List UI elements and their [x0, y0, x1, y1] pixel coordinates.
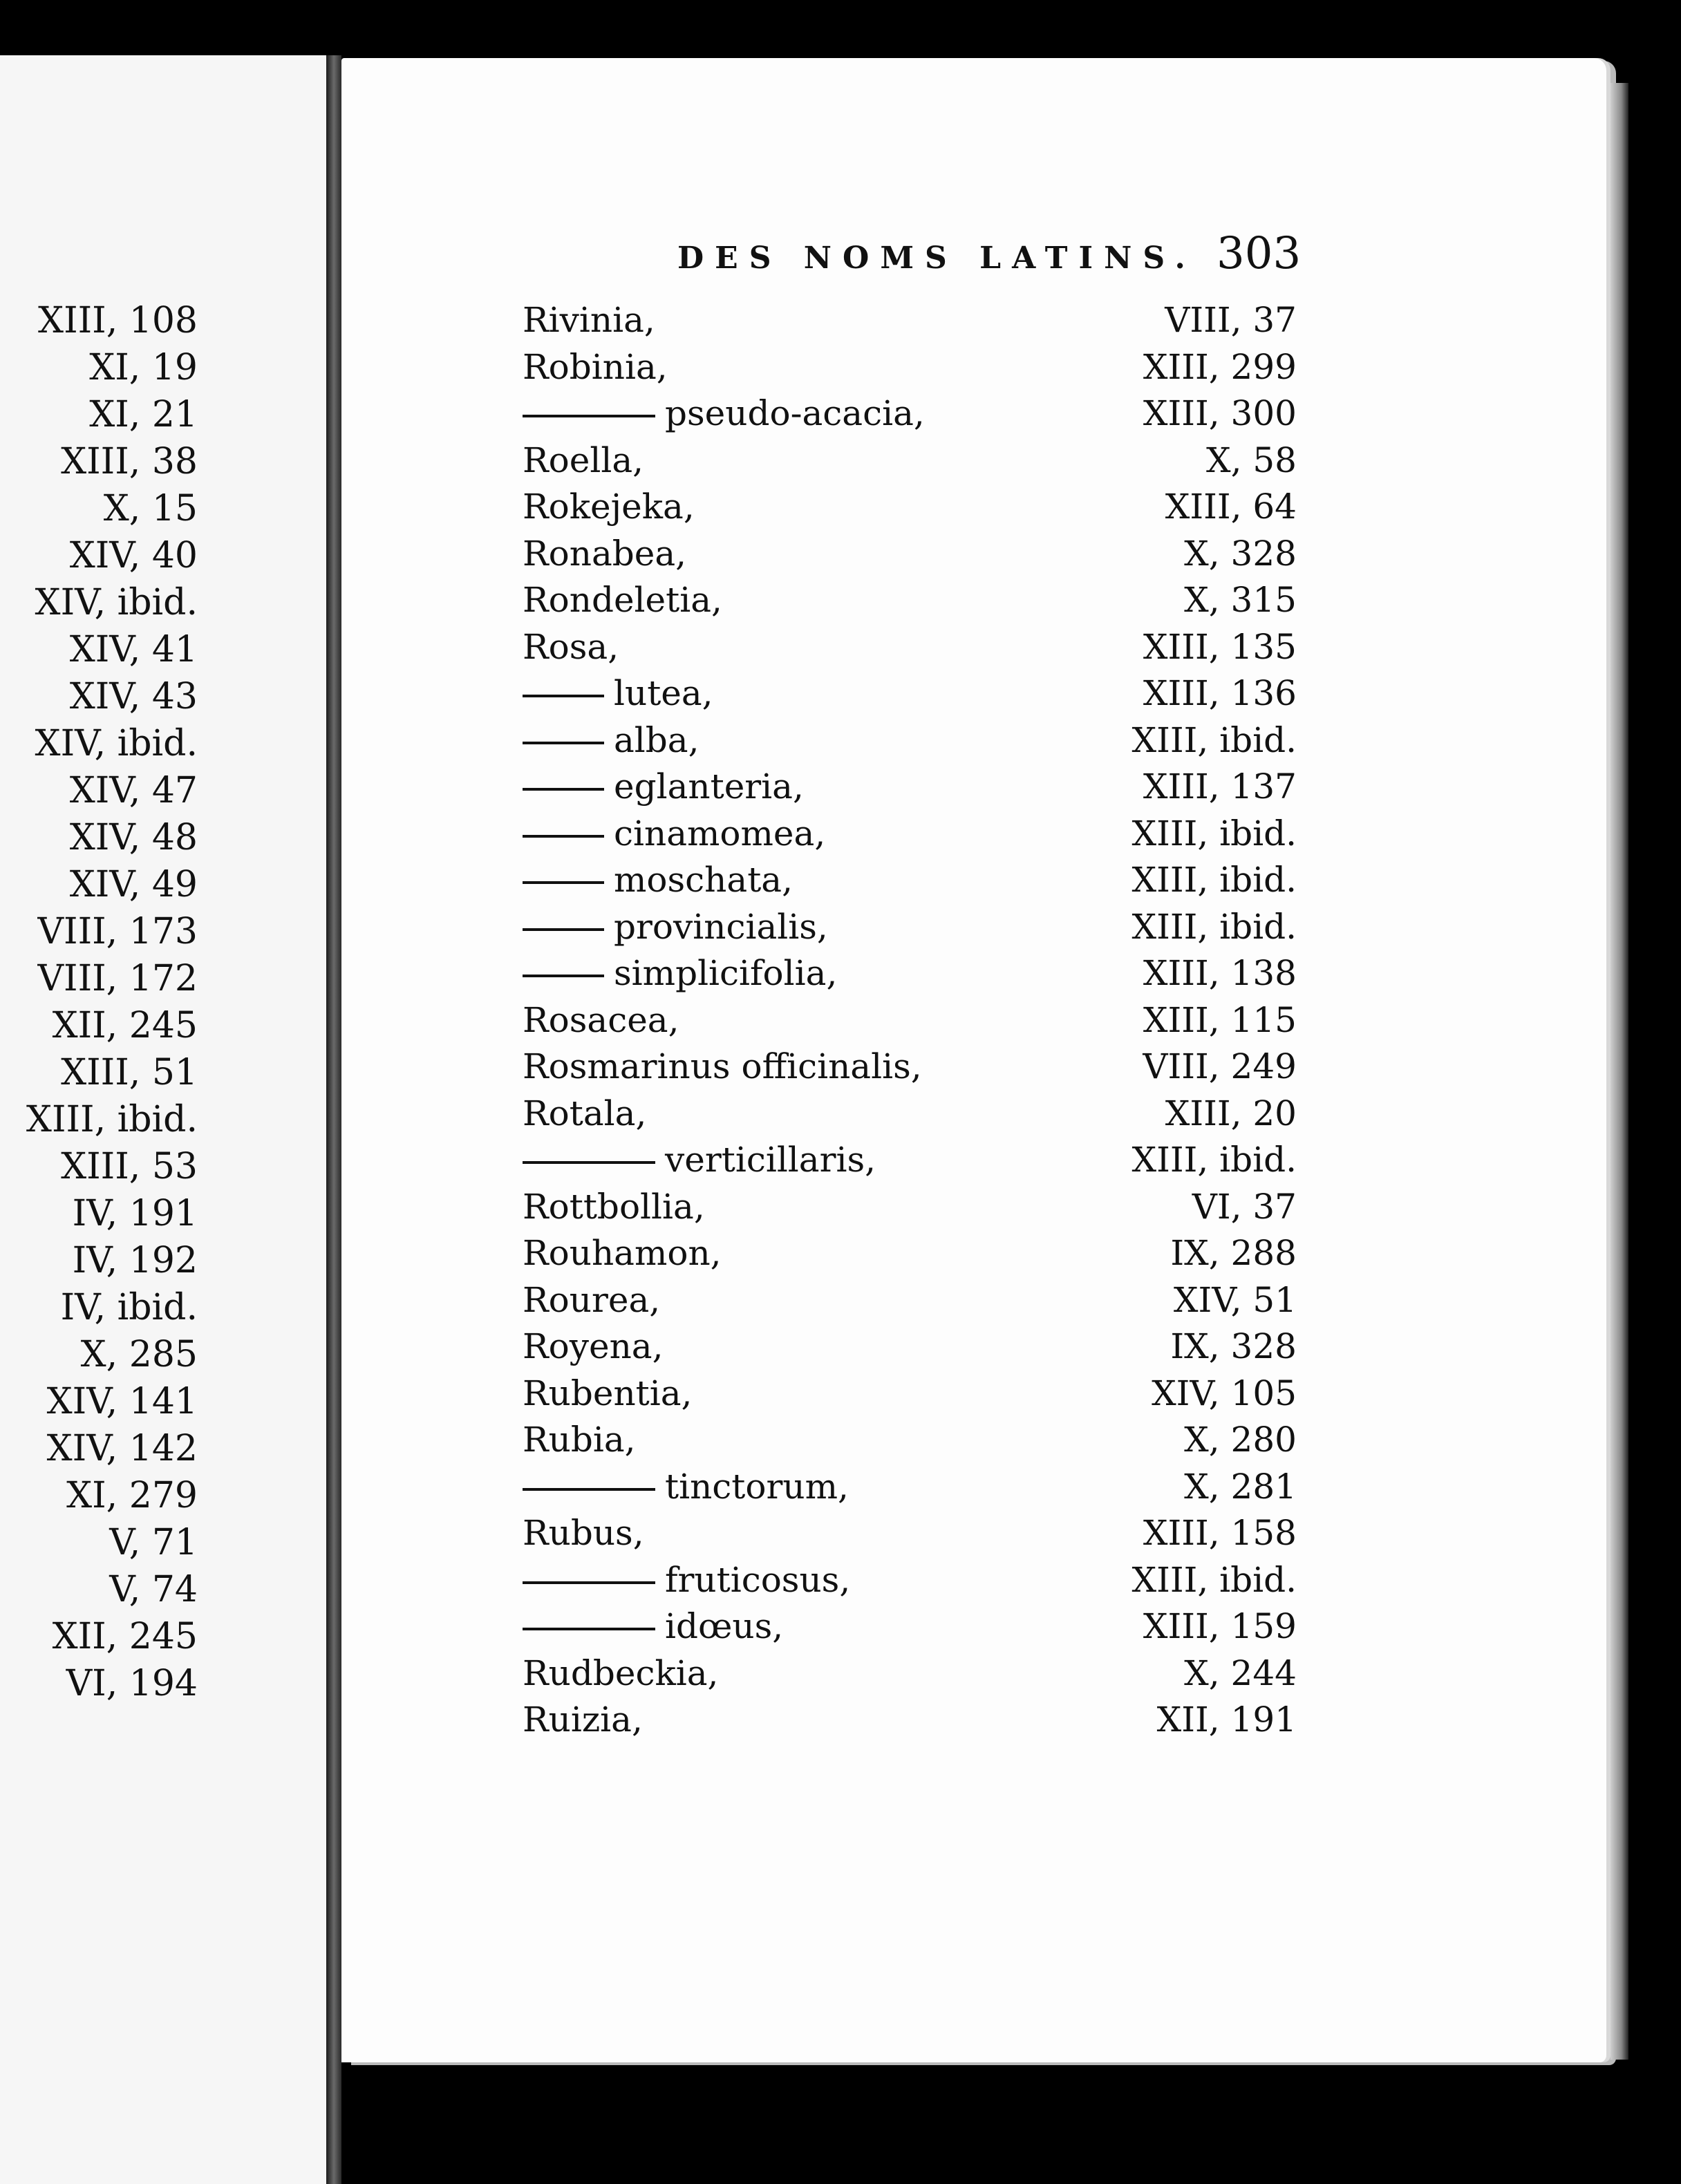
entry-ref: VIII, 37: [1165, 300, 1297, 340]
left-ref: XI, 279: [66, 1475, 198, 1516]
entry-term: fruticosus,: [665, 1559, 851, 1600]
index-entry: [523, 1137, 1297, 1184]
left-ref: XIII, 53: [61, 1146, 198, 1187]
entry-term: Royena,: [523, 1326, 664, 1366]
index-entry: [523, 1417, 1297, 1464]
entry-ref: XIII, 138: [1143, 953, 1297, 993]
ditto-dash: [523, 928, 604, 931]
left-ref: XII, 245: [52, 1616, 198, 1657]
entry-ref: XIII, ibid.: [1131, 813, 1297, 854]
entry-ref: X, 315: [1184, 580, 1297, 620]
ditto-dash: [523, 1161, 655, 1164]
entry-term: pseudo-acacia,: [665, 393, 925, 433]
index-entry: [523, 1557, 1297, 1604]
entry-term: Rosacea,: [523, 999, 679, 1040]
entry-ref: XIII, 159: [1143, 1606, 1297, 1646]
index-entry: [523, 1324, 1297, 1371]
ditto-dash: [523, 881, 604, 884]
index-entry: [523, 437, 1297, 484]
entry-ref: XIII, 64: [1165, 487, 1297, 527]
entry-term: Rosmarinus officinalis,: [523, 1046, 922, 1086]
entry-ref: X, 244: [1184, 1653, 1297, 1693]
left-ref: XIII, 38: [61, 441, 198, 482]
ditto-dash: [523, 1628, 655, 1630]
index-entry: [523, 997, 1297, 1044]
index-entry: [523, 1697, 1297, 1744]
index-entry: [523, 1464, 1297, 1511]
entry-ref: XIII, ibid.: [1131, 860, 1297, 900]
left-ref: IV, 191: [72, 1193, 198, 1234]
entry-term: Rubia,: [523, 1420, 636, 1460]
index-entry: [523, 1603, 1297, 1650]
index-entry: [523, 1044, 1297, 1091]
index-entry: [523, 1184, 1297, 1231]
entry-term: Rubus,: [523, 1513, 644, 1553]
entry-term: simplicifolia,: [614, 953, 838, 993]
left-ref: XIV, 142: [46, 1428, 198, 1469]
index-entry: [523, 1277, 1297, 1324]
entry-term: Rivinia,: [523, 300, 655, 340]
left-ref: XIV, 48: [69, 817, 198, 858]
entry-term: Rubentia,: [523, 1373, 693, 1413]
entry-ref: XIII, 115: [1143, 999, 1297, 1040]
entry-ref: X, 281: [1184, 1466, 1297, 1507]
entry-ref: X, 58: [1205, 440, 1297, 480]
entry-term: lutea,: [614, 673, 713, 713]
left-ref: V, 74: [109, 1569, 198, 1610]
left-ref: XIII, 108: [38, 300, 198, 341]
left-ref: VIII, 173: [37, 911, 198, 952]
ditto-dash: [523, 835, 604, 838]
entry-ref: XIII, 137: [1143, 766, 1297, 807]
left-ref: IV, 192: [72, 1240, 198, 1281]
entry-term: Roella,: [523, 440, 644, 480]
entry-ref: VI, 37: [1192, 1186, 1297, 1227]
index-entry: [523, 950, 1297, 997]
book-gutter: [326, 55, 341, 2184]
entry-term: verticillaris,: [665, 1140, 876, 1180]
left-ref: XIII, ibid.: [26, 1099, 198, 1140]
entry-term: Ronabea,: [523, 533, 687, 574]
entry-ref: XIII, 158: [1143, 1513, 1297, 1553]
index-entry: [523, 1510, 1297, 1557]
left-column-refs: [0, 297, 198, 1707]
entry-term: Rosa,: [523, 626, 619, 667]
left-ref: XII, 245: [52, 1005, 198, 1046]
left-ref: XIV, 41: [69, 629, 198, 670]
entry-term: Rourea,: [523, 1279, 661, 1320]
entry-ref: XIII, 300: [1143, 393, 1297, 433]
index-entries: [523, 297, 1297, 1744]
entry-ref: IX, 328: [1170, 1326, 1297, 1366]
entry-term: alba,: [614, 719, 699, 760]
entry-ref: XIII, ibid.: [1131, 906, 1297, 947]
left-ref: XIV, 43: [69, 676, 198, 717]
index-entry: [523, 904, 1297, 951]
index-entry: [523, 1230, 1297, 1277]
entry-ref: XII, 191: [1156, 1700, 1297, 1740]
index-entry: [523, 1091, 1297, 1138]
left-ref: XIV, 47: [69, 770, 198, 811]
index-entry: [523, 670, 1297, 717]
entry-term: Rouhamon,: [523, 1233, 722, 1273]
left-ref: XIV, 49: [69, 864, 198, 905]
left-ref: VI, 194: [66, 1663, 198, 1704]
entry-ref: VIII, 249: [1143, 1046, 1297, 1086]
entry-term: Rudbeckia,: [523, 1653, 719, 1693]
left-ref: XIV, 40: [69, 535, 198, 576]
ditto-dash: [523, 742, 604, 744]
left-ref: XIV, ibid.: [35, 723, 198, 764]
left-ref: XIV, 141: [46, 1381, 198, 1422]
entry-ref: XIV, 51: [1173, 1279, 1297, 1320]
ditto-dash: [523, 1581, 655, 1584]
entry-ref: XIII, 135: [1143, 626, 1297, 667]
index-entry: [523, 297, 1297, 344]
index-entry: [523, 1371, 1297, 1418]
entry-ref: XIII, 299: [1143, 346, 1297, 387]
index-entry: [523, 764, 1297, 811]
left-ref: X, 285: [80, 1334, 198, 1375]
entry-ref: XIII, ibid.: [1131, 1140, 1297, 1180]
entry-ref: XIII, 136: [1143, 673, 1297, 713]
left-ref: V, 71: [109, 1522, 198, 1563]
left-ref: XIII, 51: [61, 1052, 198, 1093]
index-entry: [523, 577, 1297, 624]
page-edge: [1610, 83, 1628, 2060]
index-entry: [523, 717, 1297, 764]
entry-term: Robinia,: [523, 346, 668, 387]
left-ref: XI, 21: [89, 394, 198, 435]
entry-term: Rotala,: [523, 1093, 647, 1133]
entry-term: Rottbollia,: [523, 1186, 705, 1227]
entry-ref: X, 280: [1184, 1420, 1297, 1460]
entry-term: provincialis,: [614, 906, 828, 947]
entry-term: eglanteria,: [614, 766, 804, 807]
ditto-dash: [523, 695, 604, 697]
ditto-dash: [523, 788, 604, 791]
running-title: DES NOMS LATINS.: [677, 241, 1196, 276]
entry-ref: XIII, ibid.: [1131, 1559, 1297, 1600]
entry-term: tinctorum,: [665, 1466, 849, 1507]
index-entry: [523, 344, 1297, 391]
left-ref: XIV, ibid.: [35, 582, 198, 623]
entry-term: idœus,: [665, 1606, 784, 1646]
entry-ref: IX, 288: [1170, 1233, 1297, 1273]
entry-term: Rondeletia,: [523, 580, 722, 620]
left-ref: IV, ibid.: [60, 1287, 198, 1328]
index-entry: [523, 624, 1297, 671]
index-entry: [523, 531, 1297, 578]
ditto-dash: [523, 975, 604, 977]
entry-ref: X, 328: [1184, 533, 1297, 574]
index-entry: [523, 811, 1297, 858]
ditto-dash: [523, 415, 655, 417]
index-entry: [523, 484, 1297, 531]
left-ref: X, 15: [103, 488, 198, 529]
entry-term: moschata,: [614, 860, 793, 900]
page-number: 303: [1217, 228, 1302, 279]
index-entry: [523, 857, 1297, 904]
index-entry: [523, 1650, 1297, 1697]
entry-term: Ruizia,: [523, 1700, 643, 1740]
entry-term: Rokejeka,: [523, 487, 695, 527]
left-ref: XI, 19: [89, 347, 198, 388]
entry-ref: XIII, 20: [1165, 1093, 1297, 1133]
entry-term: cinamomea,: [614, 813, 826, 854]
left-ref: VIII, 172: [37, 958, 198, 999]
entry-ref: XIII, ibid.: [1131, 719, 1297, 760]
ditto-dash: [523, 1488, 655, 1491]
entry-ref: XIV, 105: [1152, 1373, 1297, 1413]
index-entry: [523, 390, 1297, 437]
